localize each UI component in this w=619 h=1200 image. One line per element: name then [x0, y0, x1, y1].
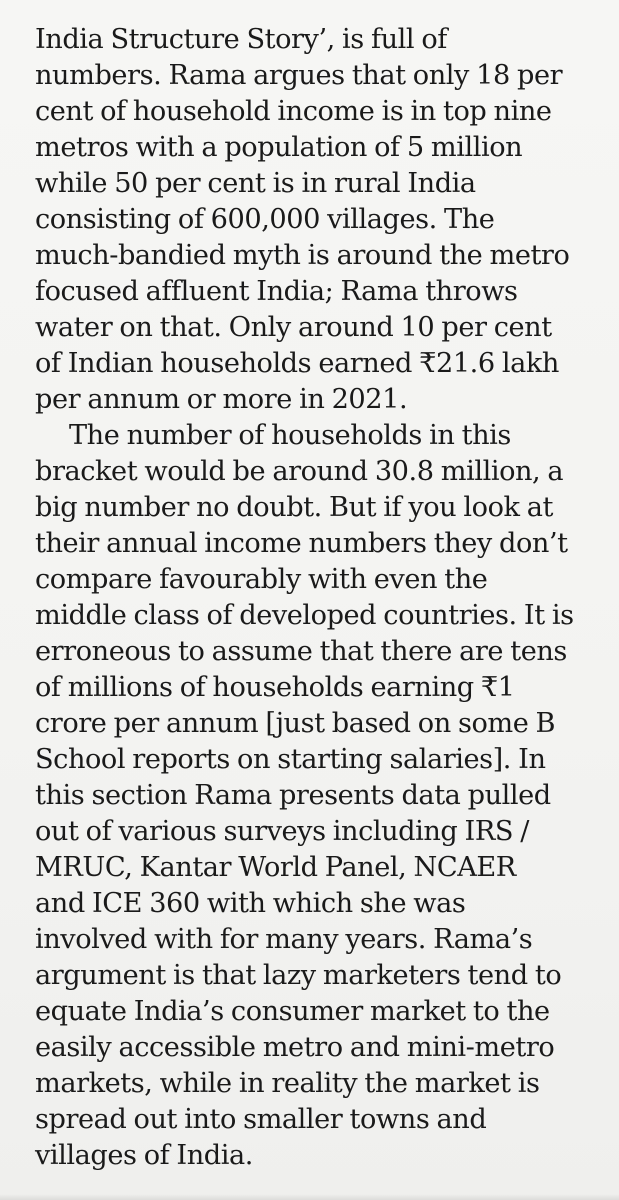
- text-line: bracket would be around 30.8 million, a: [35, 456, 564, 487]
- text-line: cent of household income is in top nine: [35, 96, 552, 127]
- text-line: School reports on starting salaries]. In: [35, 744, 546, 775]
- text-line: of Indian households earned ₹21.6 lakh: [35, 348, 559, 379]
- text-line: India Structure Story’, is full of: [35, 24, 447, 55]
- text-line: focused affluent India; Rama throws: [35, 276, 518, 307]
- text-line: consisting of 600,000 villages. The: [35, 204, 495, 235]
- text-line: while 50 per cent is in rural India: [35, 168, 476, 199]
- text-line: erroneous to assume that there are tens: [35, 636, 567, 667]
- text-line: out of various surveys including IRS /: [35, 816, 529, 847]
- text-line: spread out into smaller towns and: [35, 1104, 487, 1135]
- text-line: big number no doubt. But if you look at: [35, 492, 553, 523]
- text-line: metros with a population of 5 million: [35, 132, 523, 163]
- page-edge-shadow: [0, 1194, 619, 1200]
- text-line: markets, while in reality the market is: [35, 1068, 540, 1099]
- text-line: their annual income numbers they don’t: [35, 528, 568, 559]
- text-line: The number of households in this: [69, 420, 511, 451]
- text-line: numbers. Rama argues that only 18 per: [35, 60, 563, 91]
- text-line: villages of India.: [35, 1140, 253, 1171]
- text-line: water on that. Only around 10 per cent: [35, 312, 552, 343]
- text-line: compare favourably with even the: [35, 564, 488, 595]
- text-line: much-bandied myth is around the metro: [35, 240, 570, 271]
- text-line: argument is that lazy marketers tend to: [35, 960, 562, 991]
- text-line: easily accessible metro and mini-metro: [35, 1032, 555, 1063]
- article-column: [35, 22, 595, 1174]
- article-paragraph: [35, 22, 595, 418]
- text-line: this section Rama presents data pulled: [35, 780, 551, 811]
- text-line: of millions of households earning ₹1: [35, 672, 515, 703]
- article-paragraph: [35, 418, 595, 1174]
- text-line: middle class of developed countries. It is: [35, 600, 574, 631]
- text-line: involved with for many years. Rama’s: [35, 924, 533, 955]
- text-line: and ICE 360 with which she was: [35, 888, 466, 919]
- text-line: per annum or more in 2021.: [35, 384, 408, 415]
- text-line: equate India’s consumer market to the: [35, 996, 550, 1027]
- text-line: MRUC, Kantar World Panel, NCAER: [35, 852, 516, 883]
- text-line: crore per annum [just based on some B: [35, 708, 556, 739]
